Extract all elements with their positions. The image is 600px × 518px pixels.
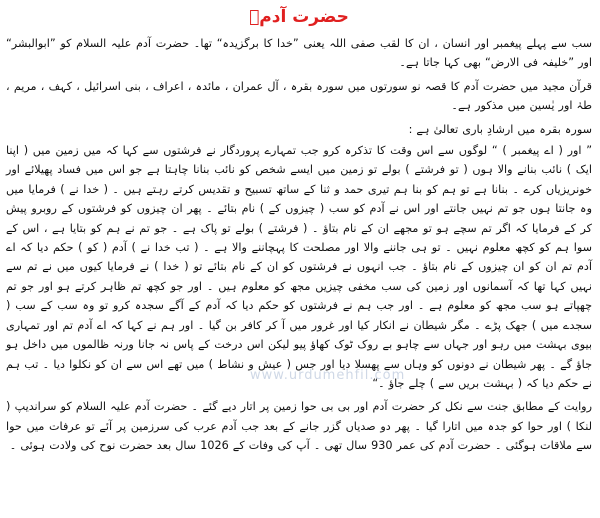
page-title: حضرت آدمؑ bbox=[249, 7, 349, 27]
surah-baqarah-intro: سورہ بقرہ میں ارشادِ باری تعالیٰ ہے : bbox=[408, 122, 592, 136]
closing-paragraph: روایت کے مطابق جنت سے نکل کر حضرت آدم اور بی بی حوا زمین پر اتار دیے گئے ۔ حضرت آدم علیہ السلام کو سراندیپ ( لنکا ) اور حوا کو جدہ میں اتارا گیا ۔ پھر دو صدیاں گزر جانے کے بعد جب آدم عرب کی سرزمین پر آئے تو عرفات میں حوا سے ملاقات ہوگئی ۔ حضرت آدم کی عمر 930 سال تھی ۔ آپ کی وفات کے 1026 سال بعد حضرت نوح کی ولادت ہوئی ۔ bbox=[6, 400, 592, 453]
quran-surahs-paragraph: قرآن مجید میں حضرت آدم کا قصہ نو سورتوں میں سورہ بقرہ ، آل عمران ، مائدہ ، اعراف ، بنی اسرائیل ، کہف ، مریم ، طہٰ اور یٰسین میں مذکور ہے۔ bbox=[6, 79, 592, 113]
intro-paragraph: سب سے پہلے پیغمبر اور انسان ، ان کا لقب صفی اللہ یعنی ”خدا کا برگزیدہ“ تھا۔ حضرت آدم علیہ السلام کو ”ابوالبشر“ اور ”خلیفہ فی الارض“ بھی کہا جاتا ہے۔ bbox=[6, 37, 592, 70]
quran-quote-paragraph: ” اور ( اے پیغمبر ) “ لوگوں سے اس وقت کا تذکرہ کرو جب تمہارے پروردگار نے فرشتوں سے کہا کہ میں زمین میں ( اپنا ایک ) نائب بنانے والا ہوں ( تو فرشتے ) بولے تو زمین میں ایسے شخص کو نائب بنانا چاہتا ہے جو اس میں فساد پھیلائے اور خونریزیاں کرے ۔ بنانا ہے تو ہم کو بنا ہم تیری حمد و ثنا کے ساتھ تسبیح و تقدیس کرتے رہتے ہیں ۔ ( خدا نے ) فرمایا میں وہ جانتا ہوں جو تم نہیں جانتے اور اس نے آدم کو سب ( چیزوں کے ) نام بتائے ۔ پھر ان چیزوں کو فرشتوں کے روبرو پیش کر کے فرمایا کہ اگر تم سچے ہو تو مجھے ان کے نام بتاؤ ۔ ( فرشتے ) بولے تو پاک ہے ۔ جو تم نے ہم کو بتایا ہے ، اس کے سوا ہم کو کچھ معلوم نہیں ۔ تو ہی جاننے والا اور مصلحت کا پہچاننے والا ہے ۔ ( تب خدا نے ) آدم ( کو ) حکم دیا کہ اے آدم تم ان کو ان چیزوں کے نام بتاؤ ۔ جب انہوں نے فرشتوں کو ان کے نام بتائے تو ( خدا ) نے فرمایا کیوں میں نے تم سے نہیں کہا تھا کہ آسمانوں اور زمین کی سب مخفی چیزیں مجھ کو معلوم ہیں ۔ اور جو کچھ تم ظاہر کرتے ہو اور جو تم چھپاتے ہو سب مجھ کو معلوم ہے ۔ اور جب ہم نے فرشتوں کو حکم دیا کہ آدم کے آگے سجدہ کرو تو وہ سب کے سب ( سجدے میں ) جھک پڑے ۔ مگر شیطان نے انکار کیا اور غرور میں آ کر کافر بن گیا ۔ اور ہم نے کہا کہ اے آدم تم اور تمہاری بیوی بہشت میں رہو اور جہاں سے چاہو بے روک ٹوک کھاؤ پیو لیکن اس درخت کے پاس نہ جانا ورنہ ظالموں میں داخل ہو جاؤ گے ۔ پھر شیطان نے دونوں کو وہاں سے پھسلا دیا اور جس ( عیش و نشاط ) میں تھے اس سے ان کو نکلوا دیا ۔ تب ہم نے حکم دیا کہ ( بہشت بریں سے ) چلے جاؤ ۔“ bbox=[6, 144, 592, 390]
site-watermark: www.urdumehfil.com bbox=[250, 368, 406, 383]
